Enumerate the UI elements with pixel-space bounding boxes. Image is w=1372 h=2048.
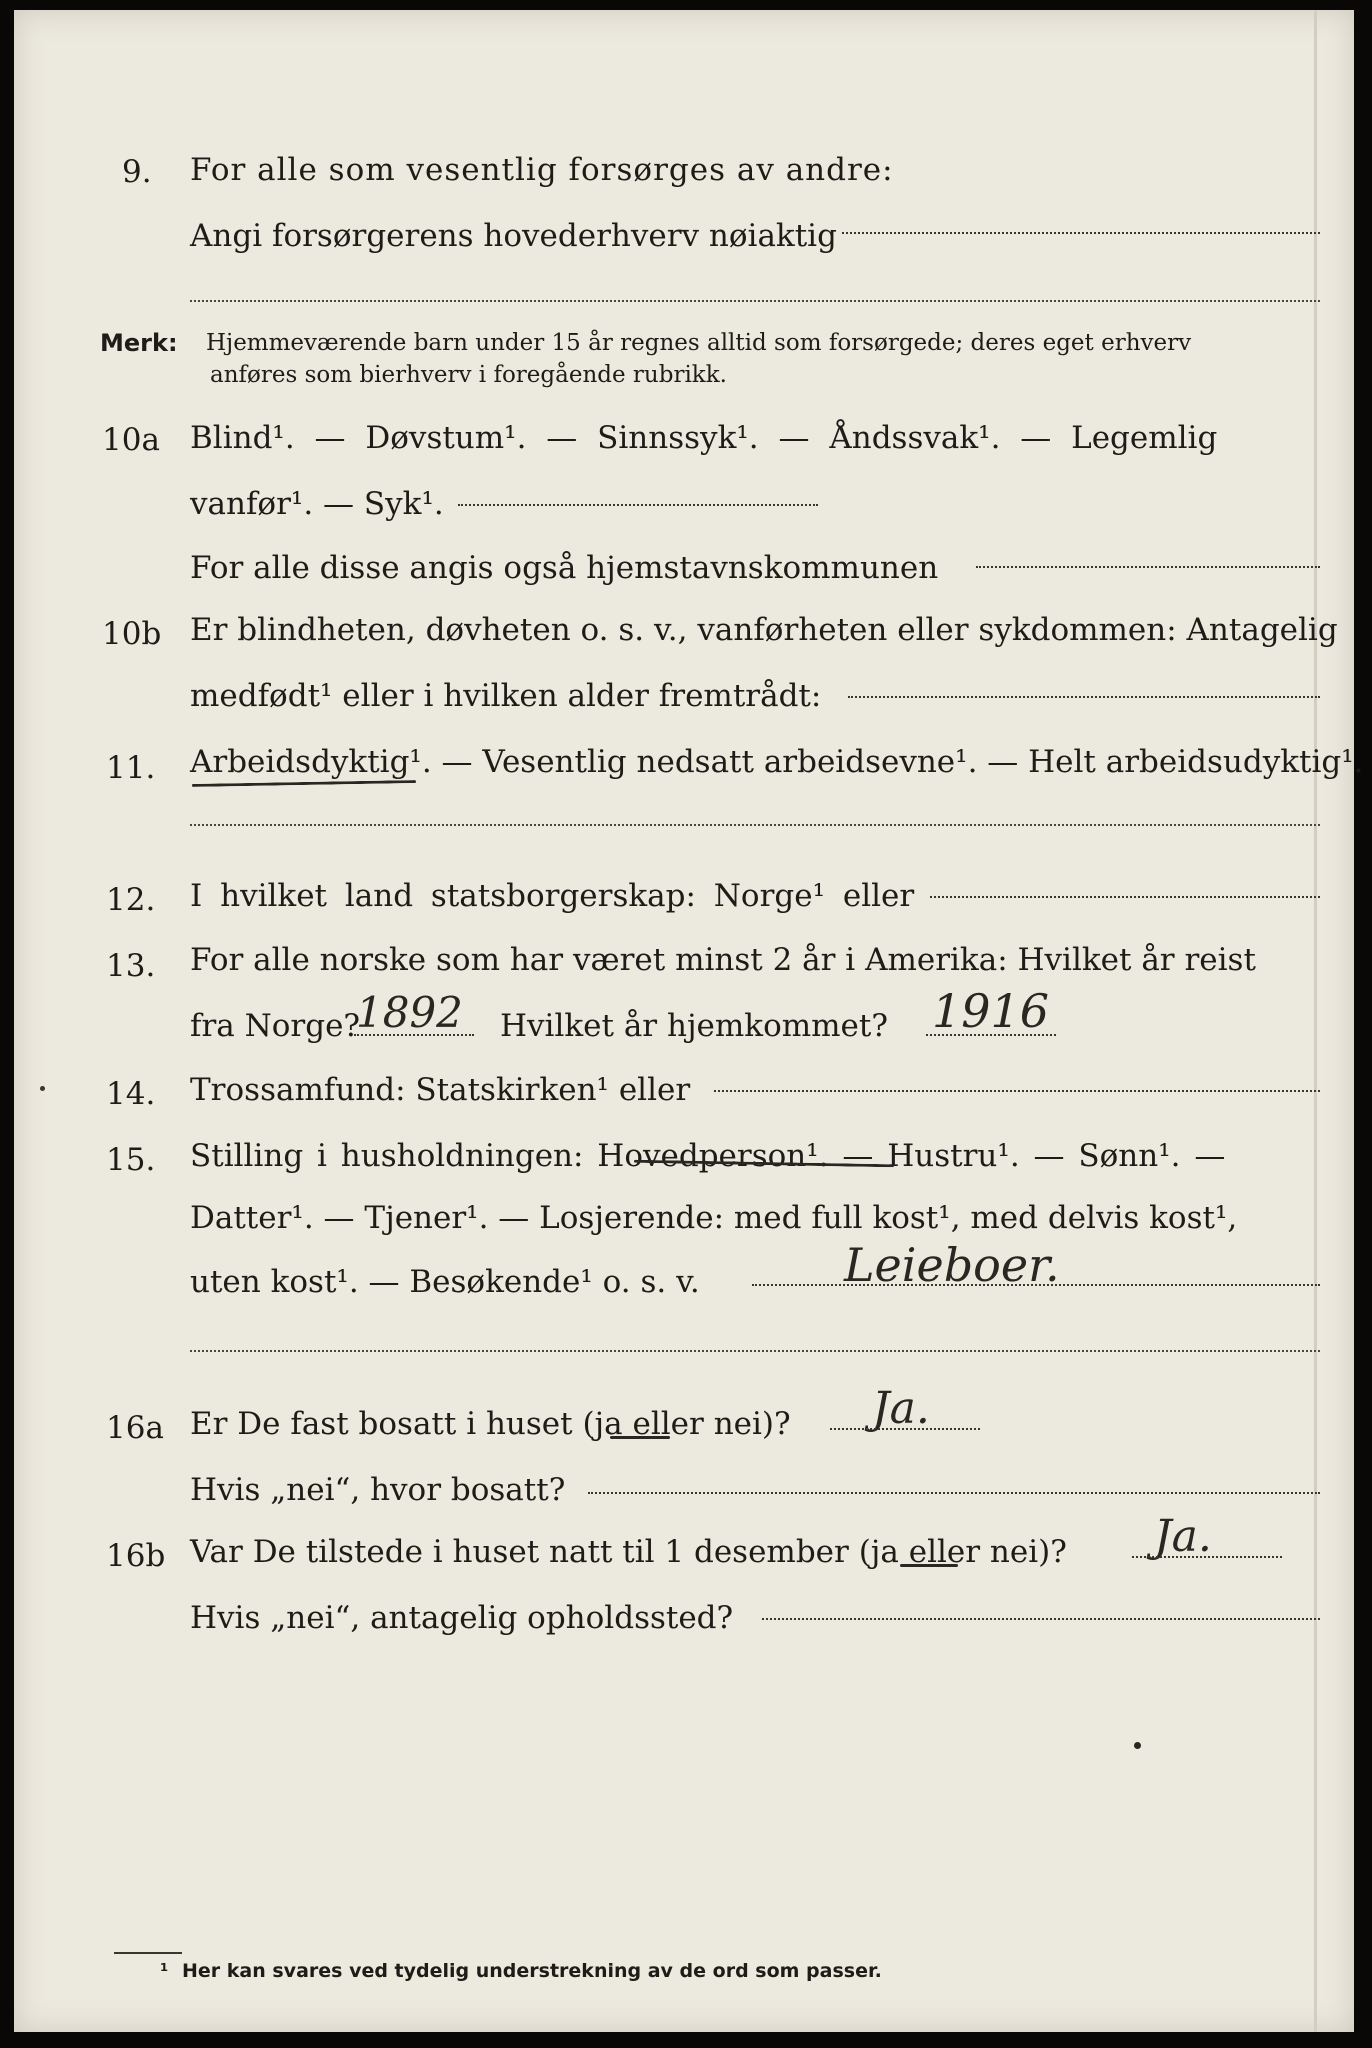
q16a-location-line[interactable]: [588, 1492, 1320, 1494]
q10b-answer-line[interactable]: [848, 696, 1320, 698]
q9-answer-line-2[interactable]: [190, 300, 1320, 302]
q10b-line-2: medfødt¹ eller i hvilken alder fremtrådt:: [190, 678, 822, 714]
q14-answer-line[interactable]: [714, 1090, 1320, 1092]
q13-return-answer: 1916: [932, 984, 1050, 1038]
q13-line-1: For alle norske som har været minst 2 år i Amerika: Hvilket år reist: [190, 942, 1256, 978]
merk-line-1: Hjemmeværende barn under 15 år regnes alltid som forsørgede; deres eget erhverv: [206, 330, 1192, 356]
q13-number: 13.: [106, 948, 156, 984]
q16a-underline-mark: [610, 1436, 670, 1439]
q13-return-line[interactable]: [926, 1034, 1056, 1036]
q9-heading: For alle som vesentlig forsørges av andre:: [190, 152, 894, 188]
q16b-line-1: Var De tilstede i huset natt til 1 desember (ja eller nei)?: [190, 1534, 1067, 1570]
q10a-answer-line[interactable]: [458, 504, 818, 506]
footnote-text: Her kan svares ved tydelig understrekning av de ord som passer.: [182, 1960, 882, 1982]
q12-answer-line[interactable]: [930, 896, 1320, 898]
page-fold: [1314, 10, 1317, 2032]
q15-answer-line-2[interactable]: [190, 1350, 1320, 1352]
q15-line-3: uten kost¹. — Besøkende¹ o. s. v.: [190, 1264, 700, 1300]
q13-departure-answer: 1892: [356, 988, 463, 1037]
q15-line-2: Datter¹. — Tjener¹. — Losjerende: med full kost¹, med delvis kost¹,: [190, 1200, 1238, 1236]
q15-answer-line[interactable]: [752, 1284, 1320, 1286]
q16a-line-1: Er De fast bosatt i huset (ja eller nei)?: [190, 1406, 791, 1442]
q14-number: 14.: [106, 1076, 156, 1112]
q15-number: 15.: [106, 1142, 156, 1178]
q11-number: 11.: [106, 750, 156, 786]
margin-dot: [40, 1086, 45, 1091]
q11-answer-line[interactable]: [190, 824, 1320, 826]
q13-from-label: fra Norge?: [190, 1008, 361, 1044]
q9-number: 9.: [122, 154, 152, 190]
q10a-line-2: vanfør¹. — Syk¹.: [190, 486, 444, 522]
q9-question: Angi forsørgerens hovederhverv nøiaktig: [190, 218, 837, 254]
q16a-answer-line[interactable]: [830, 1428, 980, 1430]
q10a-line-1: Blind¹. — Døvstum¹. — Sinnssyk¹. — Åndssvak¹. — Legemlig: [190, 420, 1218, 456]
q9-answer-line[interactable]: [842, 232, 1320, 234]
q10b-line-1: Er blindheten, døvheten o. s. v., vanførheten eller sykdommen: Antagelig: [190, 612, 1338, 648]
q15-line-1: Stilling i husholdningen: Hovedperson¹. — Hustru¹. — Sønn¹. —: [190, 1138, 1226, 1174]
merk-label: Merk:: [100, 329, 178, 357]
q10a-line-3: For alle disse angis også hjemstavnskommunen: [190, 550, 939, 586]
merk-line-2: anføres som bierhverv i foregående rubrikk.: [210, 362, 727, 388]
q16b-line-2: Hvis „nei“, antagelig opholdssted?: [190, 1600, 734, 1636]
q16b-number: 16b: [106, 1538, 166, 1574]
q12-number: 12.: [106, 882, 156, 918]
q16a-line-2: Hvis „nei“, hvor bosatt?: [190, 1472, 566, 1508]
q14-line-1: Trossamfund: Statskirken¹ eller: [190, 1072, 691, 1108]
q12-line-1: I hvilket land statsborgerskap: Norge¹ eller: [190, 878, 915, 914]
q10a-number: 10a: [102, 422, 160, 458]
q11-line-1: Arbeidsdyktig¹. — Vesentlig nedsatt arbeidsevne¹. — Helt arbeidsudyktig¹.: [190, 744, 1364, 780]
q16b-answer-line[interactable]: [1132, 1556, 1282, 1558]
q16a-number: 16a: [106, 1410, 164, 1446]
q16b-underline-mark: [900, 1564, 958, 1567]
q13-return-label: Hvilket år hjemkommet?: [500, 1008, 888, 1044]
footnote-rule: [114, 1952, 182, 1954]
q15-answer: Leieboer.: [844, 1238, 1060, 1292]
footnote-mark: ¹: [160, 1960, 169, 1982]
q16b-location-line[interactable]: [762, 1618, 1320, 1620]
q10b-number: 10b: [102, 616, 162, 652]
q16b-answer: Ja.: [1154, 1511, 1212, 1562]
q10a-hometown-line[interactable]: [976, 566, 1320, 568]
q16a-answer: Ja.: [872, 1383, 930, 1434]
q13-departure-line[interactable]: [354, 1034, 474, 1036]
census-form-page: [14, 10, 1364, 2032]
ink-spot: [1134, 1742, 1141, 1749]
